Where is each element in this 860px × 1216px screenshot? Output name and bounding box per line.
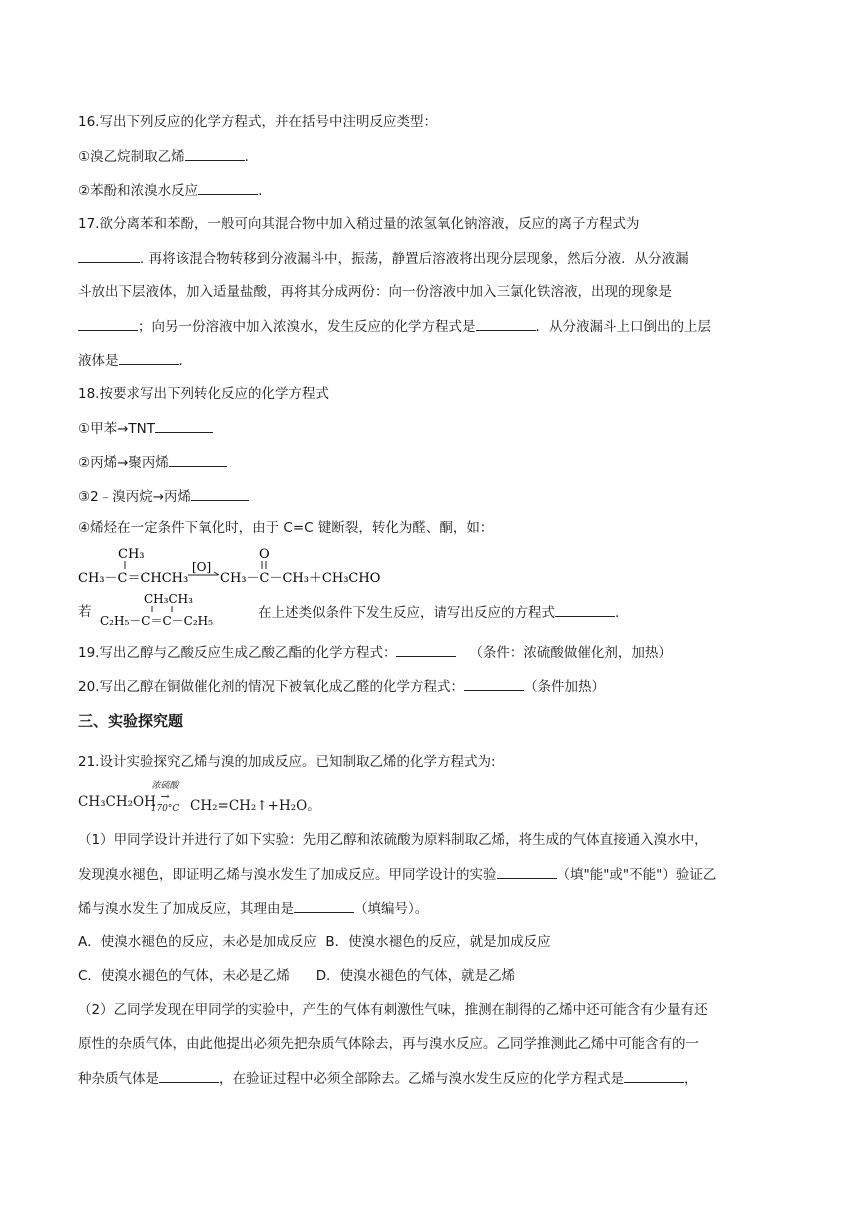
- answer-blank[interactable]: [497, 864, 557, 879]
- q19-condition: （条件：浓硫酸做催化剂，加热）: [469, 645, 672, 661]
- q16-item-1-tail: .: [244, 149, 249, 165]
- q21-cond-bottom: 170°C: [150, 804, 180, 814]
- q17-line-5-tail: .: [178, 353, 183, 369]
- q18-if-tail: [258, 602, 619, 623]
- answer-blank[interactable]: [169, 452, 227, 467]
- q21-eq-right: CH₂=CH₂↑+H₂O。: [190, 798, 321, 814]
- q21-eq-condition: [148, 780, 182, 816]
- q16-item-2-text: ②苯酚和浓溴水反应: [78, 183, 199, 199]
- q17-line-2: [78, 248, 689, 269]
- if-main-chain: C₂H₅－C＝C－C₂H₅: [100, 614, 213, 628]
- q17-line-4-mid: ；向另一份溶液中加入浓溴水，发生反应的化学方程式是: [138, 319, 476, 335]
- answer-blank[interactable]: [464, 676, 524, 691]
- q21-p1-line-3: [78, 898, 428, 919]
- q21-options-ab: [78, 932, 551, 952]
- q18-item-4: ④烯烃在一定条件下氧化时，由于 C=C 键断裂，转化为醛、酮，如：: [78, 520, 494, 536]
- q17-line-1: 17.欲分离苯和苯酚，一般可向其混合物中加入稍过量的浓氢氧化钠溶液，反应的离子方程式为: [78, 216, 640, 232]
- q17-line-4-tail: ．从分液漏斗上口倒出的上层: [535, 319, 711, 335]
- q21-p2-line-3-mid: ，在验证过程中必须全部除去。乙烯与溴水发生反应的化学方程式是: [219, 1071, 624, 1087]
- q20: [78, 676, 605, 697]
- q16-item-1-text: ①溴乙烷制取乙烯: [78, 149, 185, 165]
- q21-p2-line-3-head: 种杂质气体是: [78, 1071, 159, 1087]
- q18-item-2-text: ②丙烯→聚丙烯: [78, 455, 169, 471]
- q18-item-1: [78, 418, 213, 439]
- q21-p2-line-1: （2）乙同学发现在甲同学的实验中，产生的气体有刺激性气味，推测在制得的乙烯中还可能含有少量有还: [78, 1002, 708, 1018]
- q17-line-2-text: . 再将该混合物转移到分液漏斗中，振荡，静置后溶液将出现分层现象，然后分液．从分液漏: [140, 251, 689, 267]
- q20-text: 20.写出乙醇在铜做催化剂的情况下被氧化成乙醛的化学方程式：: [78, 679, 464, 695]
- oxidation-example-structure: [78, 544, 398, 590]
- answer-blank[interactable]: [159, 1068, 219, 1083]
- answer-blank[interactable]: [185, 146, 245, 161]
- product-carbonyl-oxygen: O: [259, 547, 270, 562]
- q21-p2-line-3-tail: ，: [684, 1071, 698, 1087]
- q17-line-4: [78, 316, 711, 337]
- q21-options-cd: [78, 966, 515, 986]
- q21-p1-line-2-tail: （填"能"或"不能"）验证乙: [556, 867, 717, 883]
- reaction-arrow-icon: →: [160, 790, 170, 803]
- q21-p1-line-2-head: 发现溴水褪色，即证明乙烯与溴水发生了加成反应。甲同学设计的实验: [78, 867, 497, 883]
- answer-blank[interactable]: [624, 1068, 684, 1083]
- q21-title: 21.设计实验探究乙烯与溴的加成反应。已知制取乙烯的化学方程式为:: [78, 754, 496, 770]
- q18-title: 18.按要求写出下列转化反应的化学方程式: [78, 386, 329, 402]
- answer-blank[interactable]: [396, 642, 456, 657]
- q19: [78, 642, 672, 663]
- option-d[interactable]: D．使溴水褪色的气体，就是乙烯: [315, 968, 516, 984]
- q18-item-3: [78, 486, 249, 507]
- arrow-label: [O]: [192, 560, 212, 574]
- option-b[interactable]: B．使溴水褪色的反应，就是加成反应: [325, 934, 551, 950]
- answer-blank[interactable]: [78, 316, 138, 331]
- answer-blank[interactable]: [294, 898, 354, 913]
- q18-item-3-text: ③2﹣溴丙烷→丙烯: [78, 489, 192, 505]
- q19-text: 19.写出乙醇与乙酸反应生成乙酸乙酯的化学方程式：: [78, 645, 397, 661]
- option-a[interactable]: A．使溴水褪色的反应，未必是加成反应: [78, 934, 317, 950]
- q16-title: 16.写出下列反应的化学方程式，并在括号中注明反应类型：: [78, 114, 437, 130]
- q18-item-1-text: ①甲苯→TNT: [78, 421, 156, 437]
- product-formula: CH₃－C－CH₃＋CH₃CHO: [220, 571, 381, 586]
- q17-line-5: [78, 350, 183, 371]
- option-c[interactable]: C．使溴水褪色的气体，未必是乙烯: [78, 968, 290, 984]
- answer-blank[interactable]: [78, 248, 140, 263]
- q20-condition: （条件加热）: [523, 679, 605, 695]
- answer-blank[interactable]: [155, 418, 213, 433]
- q21-p1-line-2: [78, 864, 716, 885]
- q18-if-label: 若: [78, 604, 92, 620]
- q16-item-1: [78, 146, 249, 167]
- section-heading: 三、实验探究题: [78, 712, 184, 730]
- q17-line-3: 斗放出下层液体，加入适量盐酸，再将其分成两份：向一份溶液中加入三氯化铁溶液，出现的现象是: [78, 284, 672, 300]
- q21-p1-line-3-head: 烯与溴水发生了加成反应，其理由是: [78, 901, 294, 917]
- answer-blank[interactable]: [119, 350, 179, 365]
- q18-if-tail-text: 在上述类似条件下发生反应，请写出反应的方程式: [258, 605, 555, 621]
- if-alkene-structure: [100, 590, 240, 632]
- q17-line-5-head: 液体是: [78, 353, 119, 369]
- answer-blank[interactable]: [198, 180, 258, 195]
- q21-cond-top: 浓硫酸: [151, 781, 179, 791]
- reactant-methyl-branch: CH₃: [118, 547, 145, 562]
- answer-blank[interactable]: [555, 602, 615, 617]
- q16-item-2: [78, 180, 262, 201]
- q21-p2-line-3: [78, 1068, 698, 1089]
- q16-item-2-tail: .: [258, 183, 263, 199]
- answer-blank[interactable]: [476, 316, 536, 331]
- if-methyl-branches: CH₃CH₃: [144, 592, 193, 606]
- q21-p1-line-3-tail: （填编号）。: [354, 901, 429, 917]
- q18-if-end: .: [615, 605, 620, 621]
- reactant-formula: CH₃－C＝CHCH₃: [78, 571, 189, 586]
- q21-p1-line-1: （1）甲同学设计并进行了如下实验：先用乙醇和浓硫酸为原料制取乙烯，将生成的气体直接通入溴水中，: [78, 832, 708, 848]
- q18-item-2: [78, 452, 227, 473]
- q21-eq-left: CH₃CH₂OH: [78, 794, 156, 810]
- answer-blank[interactable]: [191, 486, 249, 501]
- q21-p2-line-2: 原性的杂质气体，由此他提出必须先把杂质气体除去，再与溴水反应。乙同学推测此乙烯中可能含有的一: [78, 1036, 699, 1052]
